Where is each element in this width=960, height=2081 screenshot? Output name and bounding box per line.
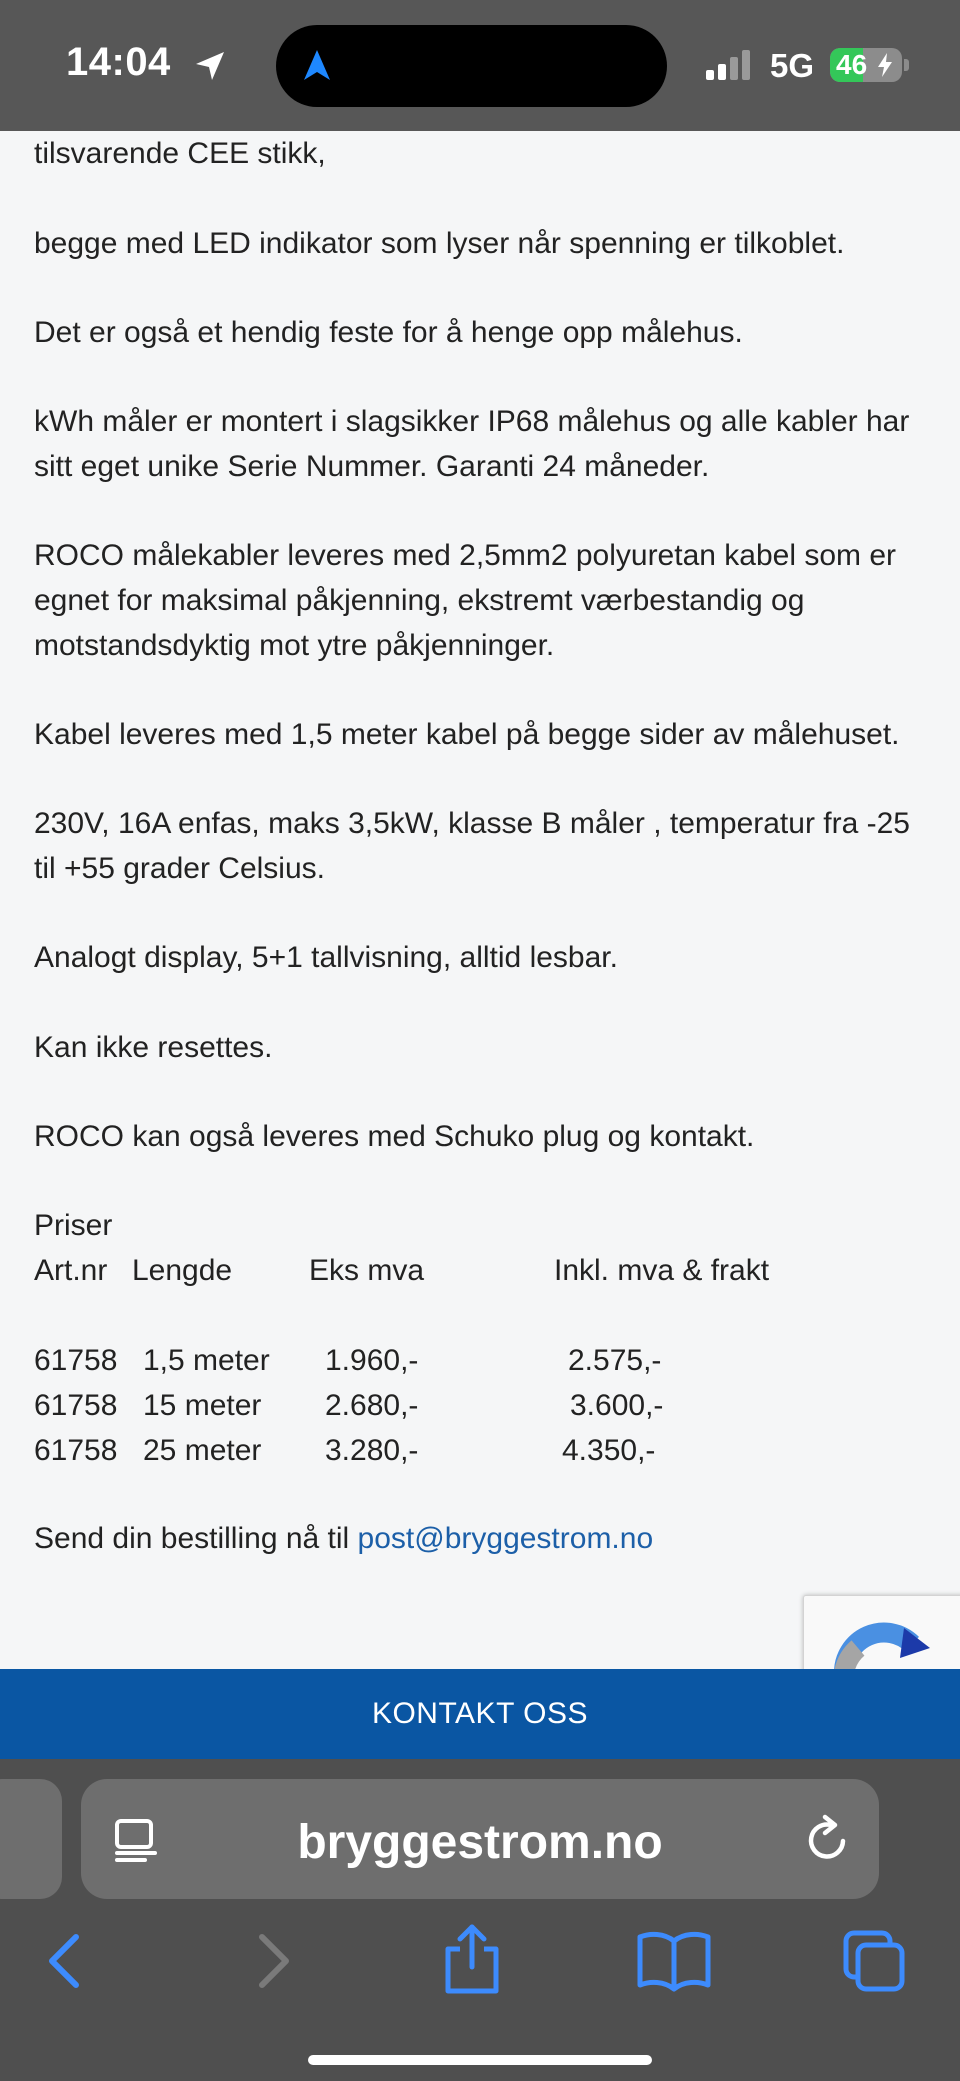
address-bar[interactable]: [81, 1779, 879, 1899]
price-cell-artnr: 61758: [34, 1389, 118, 1422]
browser-bottom-bar: [0, 1759, 960, 2081]
battery-nub: [904, 59, 909, 71]
price-cell-eks-mva: 3.280,-: [325, 1434, 419, 1467]
paragraph: Det er også et hendig feste for å henge opp målehus.: [34, 316, 743, 349]
charging-bolt-icon: [876, 53, 894, 77]
paragraph: kWh måler er montert i slagsikker IP68 målehus og alle kabler har sitt eget unike Serie Nummer. Garanti 24 måneder.: [34, 405, 910, 483]
price-cell-length: 1,5 meter: [143, 1344, 270, 1377]
network-type: 5G: [770, 47, 815, 84]
share-icon[interactable]: [442, 1921, 502, 1995]
paragraph: ROCO kan også leveres med Schuko plug og kontakt.: [34, 1120, 755, 1153]
paragraph: Analogt display, 5+1 tallvisning, alltid lesbar.: [34, 941, 618, 974]
paragraph: Kabel leveres med 1,5 meter kabel på begge sider av målehuset.: [34, 718, 900, 751]
order-text: Send din bestilling nå til: [34, 1522, 358, 1555]
location-arrow-icon: [192, 48, 228, 84]
column-header: Art.nr: [34, 1254, 108, 1287]
url-text: bryggestrom.no: [297, 1816, 663, 1869]
bookmarks-icon[interactable]: [636, 1929, 712, 1993]
price-cell-eks-mva: 1.960,-: [325, 1344, 419, 1377]
forward-icon[interactable]: [250, 1929, 296, 1993]
column-header: Lengde: [132, 1254, 233, 1287]
paragraph: begge med LED indikator som lyser når spenning er tilkoblet.: [34, 227, 845, 260]
home-indicator: [308, 2055, 652, 2065]
dynamic-island: [276, 25, 667, 107]
price-cell-length: 15 meter: [143, 1389, 262, 1422]
price-cell-length: 25 meter: [143, 1434, 262, 1467]
recaptcha-badge[interactable]: [803, 1595, 960, 1669]
price-cell-artnr: 61758: [34, 1434, 118, 1467]
recaptcha-logo-icon: [834, 1614, 934, 1669]
price-cell-artnr: 61758: [34, 1344, 118, 1377]
paragraph: Kan ikke resettes.: [34, 1031, 273, 1064]
price-cell-inkl-mva: 3.600,-: [570, 1389, 664, 1422]
column-header: Eks mva: [309, 1254, 425, 1287]
status-bar: [0, 0, 960, 131]
navigation-app-icon: [302, 48, 332, 82]
battery-percent: 46: [836, 49, 868, 80]
cellular-signal-icon: [704, 50, 756, 80]
paragraph: tilsvarende CEE stikk,: [34, 137, 326, 170]
order-line: [34, 1516, 934, 1561]
price-heading: Priser: [34, 1209, 113, 1242]
email-link[interactable]: post@bryggestrom.no: [357, 1522, 654, 1555]
price-cell-inkl-mva: 2.575,-: [568, 1344, 662, 1377]
status-time: 14:04: [66, 40, 171, 84]
back-icon[interactable]: [42, 1929, 88, 1993]
tabs-icon[interactable]: [842, 1929, 908, 1993]
battery-indicator: [830, 48, 902, 82]
price-cell-eks-mva: 2.680,-: [325, 1389, 419, 1422]
contact-us-button[interactable]: KONTAKT OSS: [0, 1669, 960, 1759]
paragraph: 230V, 16A enfas, maks 3,5kW, klasse B måler , temperatur fra -25 til +55 grader Celsius.: [34, 807, 910, 885]
previous-tab-preview[interactable]: [0, 1779, 62, 1899]
paragraph: ROCO målekabler leveres med 2,5mm2 polyuretan kabel som er egnet for maksimal påkjenning, ekstremt værbestandig og motstandsdyktig mot ytre påkjenninger.: [34, 539, 897, 662]
reload-icon[interactable]: [803, 1813, 853, 1865]
column-header: Inkl. mva & frakt: [554, 1254, 770, 1287]
price-cell-inkl-mva: 4.350,-: [562, 1434, 656, 1467]
page-content: [0, 131, 960, 1669]
